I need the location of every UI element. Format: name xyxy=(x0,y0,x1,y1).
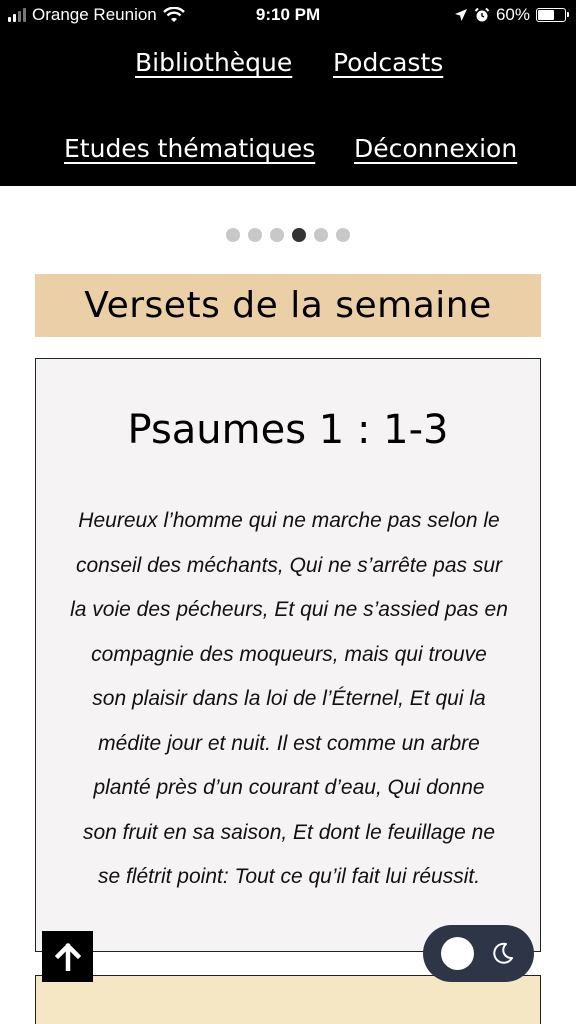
battery-fill xyxy=(538,10,554,20)
carousel-dots xyxy=(0,228,576,242)
carousel-dot[interactable] xyxy=(226,228,240,242)
carousel-dot[interactable] xyxy=(270,228,284,242)
status-right xyxy=(454,5,566,25)
verse-line: médite jour et nuit. Il est comme un arbre xyxy=(98,731,480,755)
toggle-knob xyxy=(441,937,474,970)
arrow-up-icon xyxy=(55,943,81,971)
status-time: 9:10 PM xyxy=(255,5,321,24)
nav-link-podcasts[interactable]: Podcasts xyxy=(333,48,444,77)
verse-line: la voie des pécheurs, Et qui ne s’assied pas en xyxy=(70,598,508,621)
verse-line: conseil des méchants, Qui ne s’arrête pas sur xyxy=(75,553,503,577)
verse-text xyxy=(56,499,522,900)
battery-percent: 60% xyxy=(495,5,530,24)
verse-line: compagnie des moqueurs, mais qui trouve xyxy=(91,642,487,666)
carousel-dot[interactable] xyxy=(336,228,350,242)
alarm-icon xyxy=(474,7,490,23)
carousel-dot[interactable] xyxy=(292,228,306,242)
verse-line: se flétrit point: Tout ce qu’il fait lui réussit. xyxy=(97,865,481,888)
verse-line: Heureux l’homme qui ne marche pas selon le xyxy=(78,509,500,532)
verse-card xyxy=(35,358,541,952)
carrier-name: Orange Reunion xyxy=(32,5,157,24)
dark-mode-toggle[interactable] xyxy=(423,925,534,982)
verse-line: planté près d’un courant d’eau, Qui donne xyxy=(93,776,485,799)
battery-icon xyxy=(536,8,566,22)
nav-link-deconnexion[interactable]: Déconnexion xyxy=(354,134,518,163)
section-title: Versets de la semaine xyxy=(84,285,492,326)
next-card xyxy=(35,975,541,1024)
status-bar xyxy=(0,0,576,30)
verse-reference: Psaumes 1 : 1-3 xyxy=(127,407,449,453)
verse-line: son plaisir dans la loi de l’Éternel, Et qui la xyxy=(92,687,486,710)
carousel-dot[interactable] xyxy=(314,228,328,242)
top-navigation xyxy=(0,30,576,186)
nav-link-bibliotheque[interactable]: Bibliothèque xyxy=(135,48,293,77)
carousel-dot[interactable] xyxy=(248,228,262,242)
back-to-top-button[interactable] xyxy=(42,931,93,982)
nav-link-etudes-thematiques[interactable]: Etudes thématiques xyxy=(64,134,316,163)
verse-line: son fruit en sa saison, Et dont le feuillage ne xyxy=(82,820,496,844)
moon-icon xyxy=(491,941,515,965)
location-arrow-icon xyxy=(454,8,468,22)
section-header xyxy=(35,274,541,337)
